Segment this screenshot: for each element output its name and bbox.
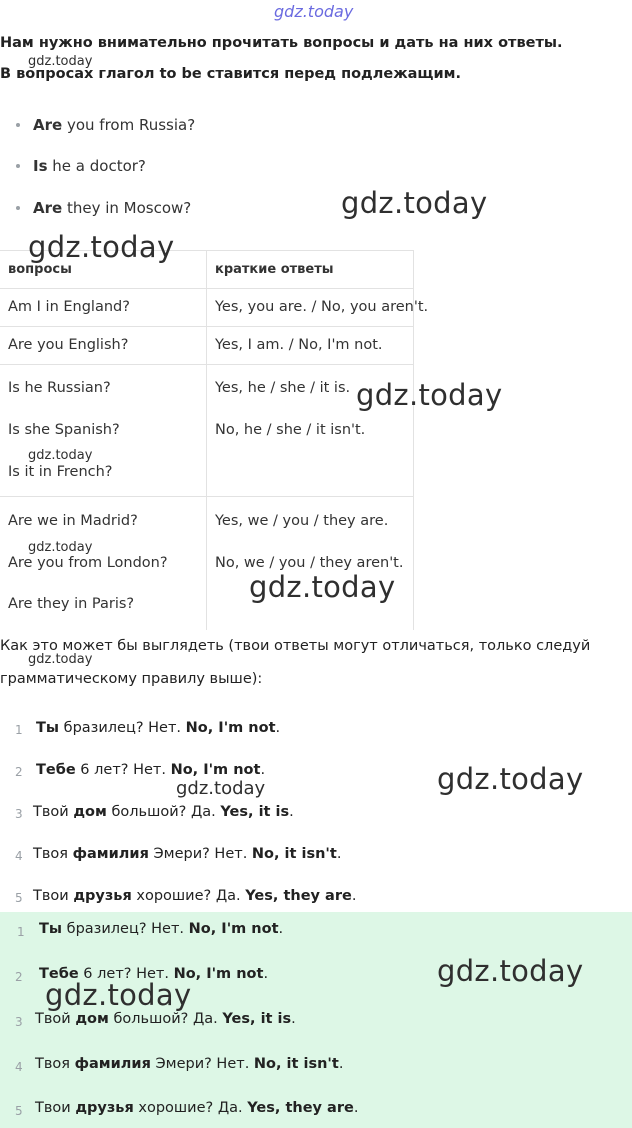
table-cell-question: Am I in England? [8, 299, 130, 315]
list-item: Ты бразилец? Нет. No, I'm not. [36, 720, 281, 736]
watermark-small: gdz.today [28, 540, 93, 555]
table-cell-answer: Yes, I am. / No, I'm not. [215, 337, 383, 353]
list-item: Твои друзья хорошие? Да. Yes, they are. [33, 888, 357, 904]
watermark-small: gdz.today [28, 448, 93, 463]
watermark-medium: gdz.today [176, 778, 266, 799]
bullet-text: they in Moscow? [62, 199, 192, 217]
bullet-verb: Is [33, 157, 48, 175]
table-header-questions: вопросы [8, 262, 72, 277]
list-number: 1 [17, 925, 25, 939]
table-cell-question: Are you English? [8, 337, 129, 353]
table-cell-answer: No, we / you / they aren't. [215, 555, 404, 571]
list-item: Ты бразилец? Нет. No, I'm not. [39, 921, 284, 937]
list-number: 2 [15, 765, 23, 779]
table-border [206, 250, 207, 630]
watermark-top: gdz.today [274, 2, 354, 21]
list-number: 5 [15, 891, 23, 905]
table-border [0, 288, 414, 289]
intro-line-1: Нам нужно внимательно прочитать вопросы и дать на них ответы. [0, 35, 563, 51]
example-line-2: грамматическому правилу выше): [0, 671, 263, 687]
bullet-verb: Are [33, 116, 63, 134]
table-border [0, 496, 414, 497]
table-cell-answer: Yes, he / she / it is. [215, 380, 351, 396]
intro-line-2: В вопросах глагол to be ставится перед подлежащим. [0, 66, 461, 82]
watermark-large: gdz.today [437, 762, 584, 796]
watermark-small: gdz.today [28, 54, 93, 69]
bullet-text: you from Russia? [62, 116, 196, 134]
watermark-large: gdz.today [28, 230, 175, 264]
example-line-1: Как это может бы выглядеть (твои ответы могут отличаться, только следуй [0, 638, 591, 654]
list-item: Твои друзья хорошие? Да. Yes, they are. [35, 1100, 359, 1116]
list-number: 4 [15, 849, 23, 863]
list-item: Тебе 6 лет? Нет. No, I'm not. [36, 762, 266, 778]
watermark-small: gdz.today [28, 652, 93, 667]
list-number: 5 [15, 1104, 23, 1118]
bullet-dot-icon [16, 206, 20, 210]
watermark-large: gdz.today [341, 186, 488, 220]
list-number: 3 [15, 1015, 23, 1029]
list-item: Твоя фамилия Эмери? Нет. No, it isn't. [33, 846, 342, 862]
table-header-answers: краткие ответы [215, 262, 334, 277]
bullet-text: he a doctor? [47, 157, 146, 175]
list-item: Твоя фамилия Эмери? Нет. No, it isn't. [35, 1056, 344, 1072]
bullet-dot-icon [16, 123, 20, 127]
table-border [0, 326, 414, 327]
table-cell-question: Are we in Madrid? [8, 513, 138, 529]
table-cell-question: Is it in French? [8, 464, 113, 480]
list-number: 3 [15, 807, 23, 821]
watermark-large: gdz.today [356, 378, 503, 412]
table-cell-question: Are you from London? [8, 555, 168, 571]
watermark-large: gdz.today [249, 570, 396, 604]
table-cell-answer: No, he / she / it isn't. [215, 422, 366, 438]
table-border [0, 364, 414, 365]
list-item: Твой дом большой? Да. Yes, it is. [35, 1011, 296, 1027]
watermark-large: gdz.today [45, 978, 192, 1012]
watermark-large: gdz.today [437, 954, 584, 988]
table-cell-question: Is she Spanish? [8, 422, 120, 438]
table-cell-question: Are they in Paris? [8, 596, 135, 612]
table-cell-question: Is he Russian? [8, 380, 111, 396]
list-number: 2 [15, 970, 23, 984]
table-cell-answer: Yes, you are. / No, you aren't. [215, 299, 429, 315]
table-cell-answer: Yes, we / you / they are. [215, 513, 389, 529]
list-number: 4 [15, 1060, 23, 1074]
list-item: Твой дом большой? Да. Yes, it is. [33, 804, 294, 820]
list-item: Тебе 6 лет? Нет. No, I'm not. [39, 966, 269, 982]
bullet-dot-icon [16, 164, 20, 168]
list-number: 1 [15, 723, 23, 737]
bullet-verb: Are [33, 199, 63, 217]
